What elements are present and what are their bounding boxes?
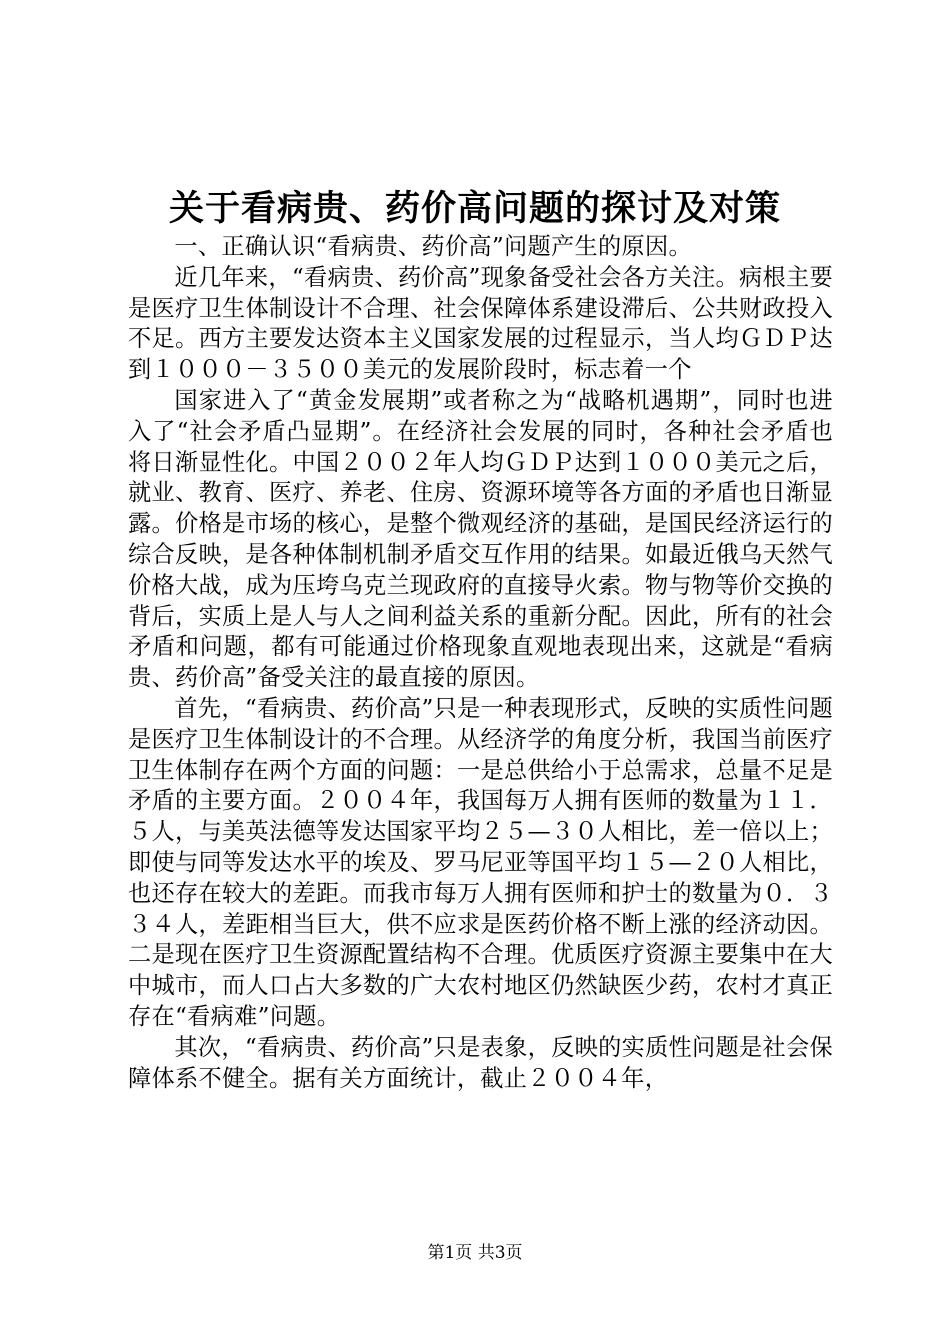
page-number-footer: 第1页 共3页 [427,1243,523,1263]
paragraph-5: 其次，“看病贵、药价高”只是表象，反映的实质性问题是社会保障体系不健全。据有关方面统计，截止２００４年， [128,1033,833,1092]
document-body [128,232,833,1094]
document-title: 关于看病贵、药价高问题的探讨及对策 [168,188,781,229]
paragraph-3: 国家进入了“黄金发展期”或者称之为“战略机遇期”，同时也进入了“社会矛盾凸显期”。在经济社会发展的同时，各种社会矛盾也将日渐显性化。中国２００２年人均ＧＤＰ达到１０００美元之后，就业、教育、医疗、养老、住房、资源环境等各方面的矛盾也日渐显露。价格是市场的核心，是整个微观经济的基础，是国民经济运行的综合反映，是各种体制机制矛盾交互作用的结果。如最近俄乌天然气价格大战，成为压垮乌克兰现政府的直接导火索。物与物等价交换的背后，实质上是人与人之间利益关系的重新分配。因此，所有的社会矛盾和问题，都有可能通过价格现象直观地表现出来，这就是“看病贵、药价高”备受关注的最直接的原因。 [128,386,833,692]
paragraph-4: 首先，“看病贵、药价高”只是一种表现形式，反映的实质性问题是医疗卫生体制设计的不合理。从经济学的角度分析，我国当前医疗卫生体制存在两个方面的问题：一是总供给小于总需求，总量不足是矛盾的主要方面。２００４年，我国每万人拥有医师的数量为１１．５人，与美英法德等发达国家平均２５—３０人相比，差一倍以上；即使与同等发达水平的埃及、罗马尼亚等国平均１５—２０人相比，也还存在较大的差距。而我市每万人拥有医师和护士的数量为０．３３４人，差距相当巨大，供不应求是医药价格不断上涨的经济动因。二是现在医疗卫生资源配置结构不合理。优质医疗资源主要集中在大中城市，而人口占大多数的广大农村地区仍然缺医少药，农村才真正存在“看病难”问题。 [128,694,833,1030]
paragraph-2: 近几年来，“看病贵、药价高”现象备受社会各方关注。病根主要是医疗卫生体制设计不合理、社会保障体系建设滞后、公共财政投入不足。西方主要发达资本主义国家发展的过程显示，当人均ＧＤＰ达到１０００－３５００美元的发展阶段时，标志着一个 [128,263,833,384]
paragraph-1: 一、正确认识“看病贵、药价高”问题产生的原因。 [174,233,692,260]
